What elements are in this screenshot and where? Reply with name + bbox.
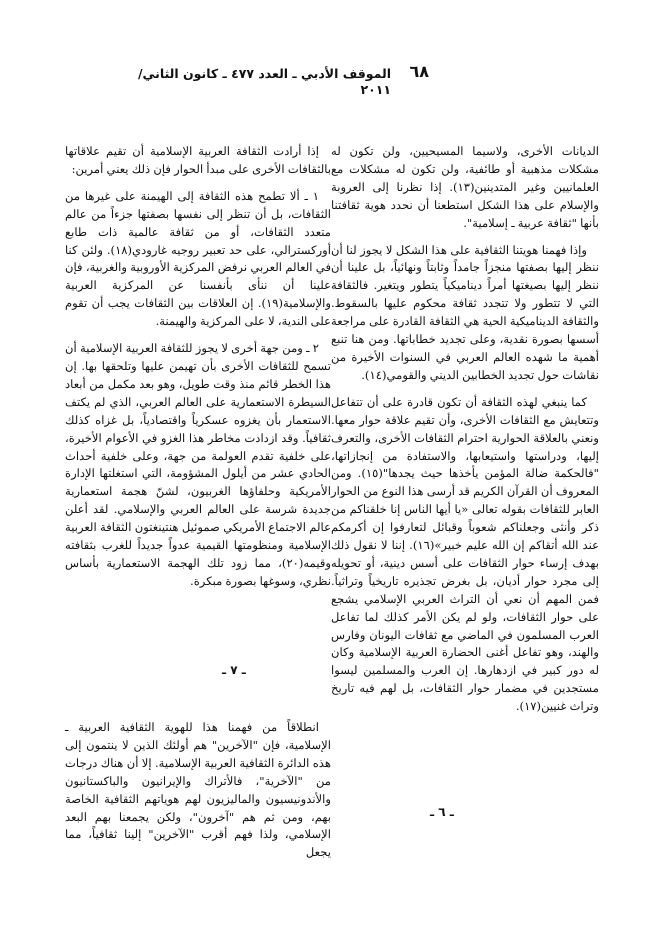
running-title: الموقف الأدبي ـ العدد ٤٧٧ ـ كانون الثاني/ [137,66,391,81]
paragraph: وإذا فهمنا هويتنا الثقافية على هذا الشكل لا يجوز لنا أن ننظر إليها بصفتها منجزاً جامداً وثابتاً ونهائياً، بل علينا أن ننظر إليها بصيغتها أمراً ديناميكياً يتطور ويتغير. فالثقافة التي لا تتطور ولا تتجدد ثقافة محكوم عليها بالسقوط. والثقافة الديناميكية الحية هي الثقافة القادرة على مراجعة أسسها بصورة نقدية، وعلى تجديد خطاباتها. ومن هنا تنبع أهمية ما شهده العالم العربي في السنوات الأخيرة من نقاشات حول تجديد الخطابين الديني والقومي(١٤). [331,242,599,382]
page-number: ٦٨ [409,62,429,81]
paragraph: كما ينبغي لهذه الثقافة أن تكون قادرة على أن تتفاعل وتتعايش مع الثقافات الأخرى، وأن تقيم علاقة حوار معها. ونعني بالعلاقة الحوارية احترام الثقافات الأخرى، والتعرف إليها، ودراستها واستيعابها، والاستفادة من إنجازاتها، "فالحكمة ضالة المؤمن يأخذها حيث يجدها"(١٥). ومن المعروف أن القرآن الكريم قد أرسى هذا النوع من الحوار العابر للثقافات بقوله تعالى «يا أيها الناس إنا خلقناكم من ذكر وأنثى وجعلناكم شعوباً وقبائل لتعارفوا إن أكرمكم عند الله أتقاكم إن الله عليم خبير»(١٦). إننا لا نقول ذلك بهدف إرساء حوار الثقافات على أسس دينية، أو تحويله إلى مجرد حوار أديان، بل بغرض تجذيره تاريخياً وتراثياً. فمن المهم أن نعي أن التراث العربي الإسلامي يشجع على حوار الثقافات، ولو لم يكن الأمر كذلك لما تفاعل العرب المسلمون في الماضي مع ثقافات اليونان وفارس والهند، وهو تفاعل أغنى الحضارة العربية الإسلامية وكان له دور كبير في ازدهارها. إن العرب والمسلمين ليسوا مستجدين في مضمار حوار الثقافات، بل لهم فيه تاريخ وتراث غنيين(١٧). [331,394,599,714]
paragraph: ١ ـ ألا تطمح هذه الثقافة إلى الهيمنة على غيرها من الثقافات، بل أن تنظر إلى نفسها بصفتها جزءاً من عالم متعدد الثقافات، أو من ثقافة عالمية ذات طابع أوركسترالي، على حد تعبير روجيه غارودي(١٨). ولئن كنا في العالم العربي نرفض المركزية الأوروبية والغربية، فإن علينا أن ننأى بأنفسنا عن المركزية العربية والإسلامية(١٩). إن العلاقات بين الثقافات يجب أن تقوم على الندية، لا على المركزية والهيمنة. [65,188,331,329]
page-footer-number: ـ ٦ ـ [430,805,454,819]
running-title-year: ٢٠١١ [360,82,391,97]
paragraph: الديانات الأخرى، ولاسيما المسيحيين، ولن تكون له مشكلات مذهبية أو طائفية، ولن تكون له مشكلات مع العلمانيين وغير المتدينين(١٣). إذا نظرنا إلى العروبة والإسلام على هذا الشكل استطعنا أن نحدد هوية ثقافتنا بأنها "ثقافة عربية ـ إسلامية". [331,144,599,230]
paragraph: ٢ ـ ومن جهة أخرى لا يجوز للثقافة العربية الإسلامية أن تسمح للثقافات الأخرى بأن تهيمن عليها وتلحقها بها. إن هذا الخطر قائم منذ وقت طويل، وهو بعد مكمل من أبعاد السيطرة الاستعمارية على العالم العربي، الذي لم يكتف الاستعمار بأن يغزوه عسكرياً واقتصادياً، بل غزاه كذلك ثقافياً. وقد ازدادت مخاطر هذا الغزو في الأعوام الأخيرة، على خلفية تقدم العولمة من جهة، وعلى خلفية أحداث الحادي عشر من أيلول المشؤومة، التي استغلتها الإدارة الأمريكية وحلفاؤها الغربيون، لشنّ هجمة استعمارية جديدة شرسة على العالم العربي والإسلامي. لقد أعلن عالم الاجتماع الأمريكي صموئيل هنتينغتون الثقافة العربية الإسلامية ومنظومتها القيمية عدواً جديداً للغرب بثقافته وقيمه(٢٠)، مما زود تلك الهجمة الاستعمارية بأساس نظري، وسوغها بصورة مبكرة. [65,341,331,588]
paragraph: انطلاقاً من فهمنا هذا للهوية الثقافية العربية ـ الإسلامية، فإن "الآخرين" هم أولئك الذين لا ينتمون إلى هذه الدائرة الثقافية العربية الإسلامية. إلا أن هناك درجات من "الآخرية"، فالأتراك والإيرانيون والباكستانيون والأندونيسيون والماليزيون لهم هوياتهم الثقافية الخاصة بهم، ومن ثم هم "آخرون"، ولكن يجمعنا بهم البعد الإسلامي، ولذا فهم أقرب "الآخرين" إلينا ثقافياً، مما يجعل [65,720,331,860]
page-footer-number: ـ ٧ ـ [222,663,246,677]
left-column-continuation [65,719,331,862]
running-header [31,62,429,98]
paragraph: إذا أرادت الثقافة العربية الإسلامية أن تقيم علاقاتها بالثقافات الأخرى على مبدأ الحوار فإن ذلك يعني أمرين: [65,144,331,176]
left-column [65,143,331,591]
right-column [331,143,599,716]
